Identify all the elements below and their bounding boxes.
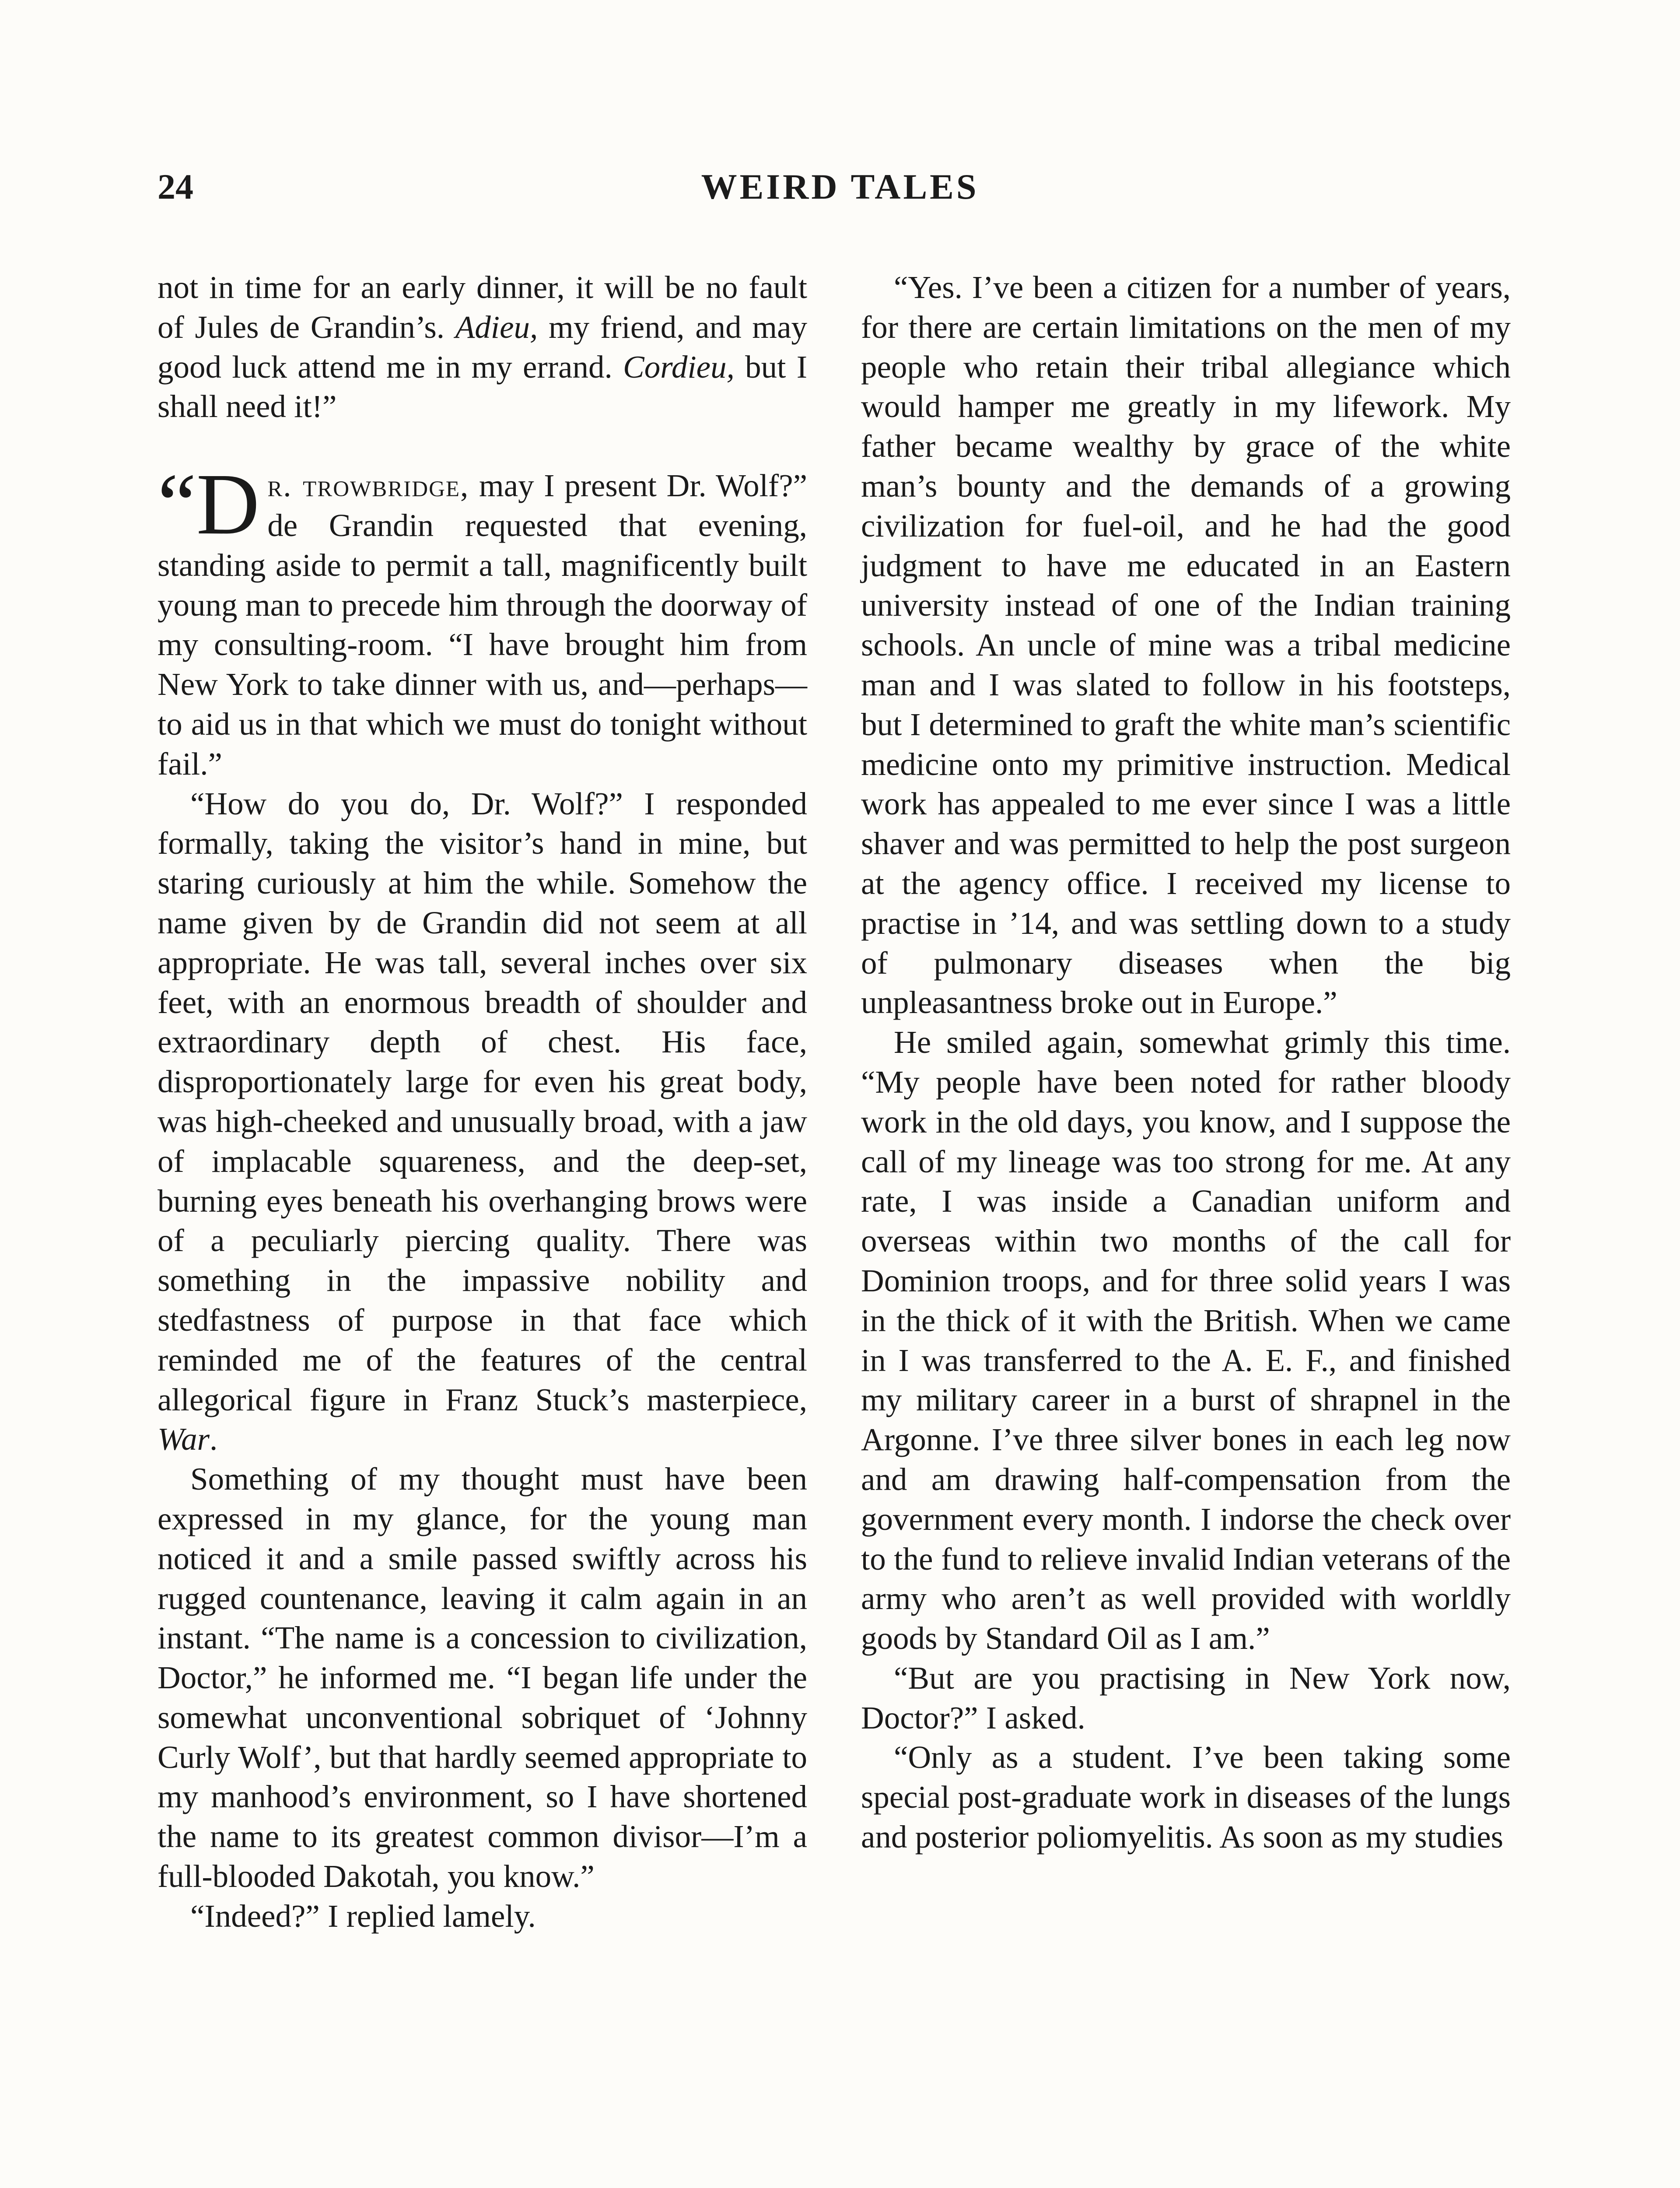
- section-opening-paragraph: “D r. trowbridge, may I present Dr. Wolf?” de Grandin requested that evening, standing aside to permit a tall, magnificently built young man to precede him through the doorway of my consulting-room. “I have brought him from New York to take dinner with us, and—perhaps—to aid us in that which we must do tonight without fail.”: [158, 456, 807, 782]
- paragraph: “Yes. I’ve been a citizen for a number of years, for there are certain limitations on the men of my people who retain their tribal allegiance which would hamper me greatly in my lifework. My father became wealthy by grace of the white man’s bounty and the demands of a growing civilization for fuel-oil, and he had the good judgment to have me educated in an Eastern university instead of one of the Indian training schools. An uncle of mine was a tribal medicine man and I was slated to follow in his footsteps, but I determined to graft the white man’s scientific medicine onto my primitive instruction. Medical work has appealed to me ever since I was a little shaver and was permitted to help the post surgeon at the agency office. I received my license to practise in ’14, and was settling down to a study of pulmonary diseases when the big unpleasantness broke out in Europe.”: [861, 270, 1511, 1020]
- page-number: 24: [158, 167, 193, 207]
- paragraph: not in time for an early dinner, it will be no fault of Jules de Grandin’s. Adieu, my friend, and may good luck attend me in my errand. Cordieu, but I shall need it!”: [158, 270, 807, 424]
- italic-word: War: [158, 1421, 210, 1457]
- italic-word: Cordieu,: [623, 349, 735, 385]
- right-column: [861, 268, 1511, 1857]
- paragraph: “But are you practising in New York now, Doctor?” I asked.: [861, 1660, 1511, 1736]
- paragraph: “Indeed?” I replied lamely.: [190, 1898, 536, 1934]
- paragraph: “Only as a student. I’ve been taking some special post-graduate work in diseases of the lungs and posterior poliomyelitis. As soon as my studies: [861, 1739, 1511, 1855]
- left-column: [158, 268, 807, 1936]
- drop-cap: “D: [158, 456, 260, 553]
- paragraph: He smiled again, somewhat grimly this time. “My people have been noted for rather bloody work in the old days, you know, and I suppose the call of my lineage was too strong for me. At any rate, I was inside a Canadian uniform and overseas within two months of the call for Dominion troops, and for three solid years I was in the thick of it with the British. When we came in I was transferred to the A. E. F., and finished my military career in a burst of shrapnel in the Argonne. I’ve three silver bones in each leg now and am drawing half-compensation from the government every month. I indorse the check over to the fund to relieve invalid Indian veterans of the army who aren’t as well provided with worldly goods by Standard Oil as I am.”: [861, 1024, 1511, 1656]
- page-header: [158, 166, 1522, 219]
- italic-word: Adieu,: [455, 309, 538, 345]
- running-title: WEIRD TALES: [701, 167, 979, 207]
- small-caps-name: r. trowbridge,: [267, 468, 469, 504]
- paragraph: Something of my thought must have been expressed in my glance, for the young man noticed it and a smile passed swiftly across his rugged countenance, leaving it calm again in an instant. “The name is a concession to civilization, Doctor,” he informed me. “I began life under the somewhat unconventional sobriquet of ‘Johnny Curly Wolf’, but that hardly seemed appropriate to my manhood’s environment, so I have shortened the name to its greatest common divisor—I’m a full-blooded Dakotah, you know.”: [158, 1461, 807, 1894]
- paragraph: “How do you do, Dr. Wolf?” I responded formally, taking the visitor’s hand in mine, but staring curiously at him the while. Somehow the name given by de Grandin did not seem at all appropriate. He was tall, several inches over six feet, with an enormous breadth of shoulder and extraordinary depth of chest. His face, disproportionately large for even his great body, was high-cheeked and unusually broad, with a jaw of implacable squareness, and the deep-set, burning eyes beneath his overhanging brows were of a peculiarly piercing quality. There was something in the impassive nobility and stedfastness of purpose in that face which reminded me of the features of the central allegorical figure in Franz Stuck’s masterpiece, War.: [158, 785, 807, 1457]
